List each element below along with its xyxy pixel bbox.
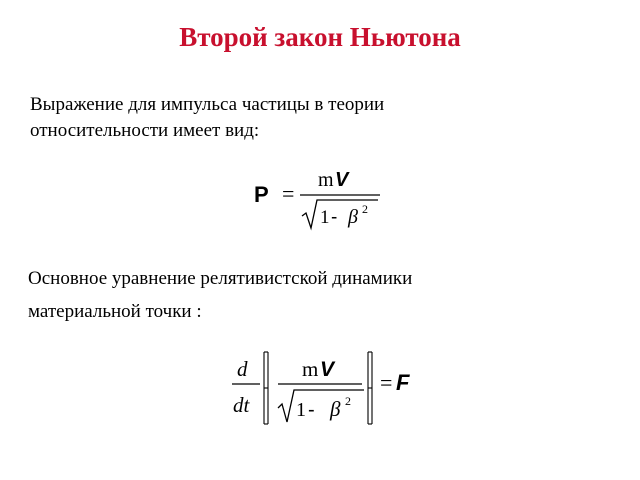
beta-exponent: 2	[362, 202, 368, 216]
root-one: 1	[296, 399, 306, 421]
root-one: 1	[320, 207, 330, 228]
intro-line-2: относительности имеет вид:	[30, 120, 260, 141]
momentum-symbol: P	[254, 182, 269, 207]
intro-line-1: Выражение для импульса частицы в теории	[30, 94, 385, 115]
right-bracket	[368, 352, 372, 424]
dynamics-formula-svg	[228, 350, 428, 440]
numerator-velocity: V	[335, 169, 349, 191]
dynamics-line-2: материальной точки :	[28, 301, 202, 322]
derivative-denominator: dt	[233, 393, 250, 417]
root-minus: -	[308, 399, 315, 421]
intro-paragraph	[30, 92, 590, 144]
beta-symbol: β	[348, 206, 358, 228]
numerator-velocity: V	[320, 358, 335, 381]
dynamics-line-1: Основное уравнение релятивистской динамики	[28, 268, 413, 289]
beta-exponent: 2	[345, 394, 351, 408]
momentum-formula-svg	[248, 160, 388, 240]
numerator-mass: m	[318, 169, 334, 191]
equals-sign: =	[282, 181, 295, 206]
momentum-formula	[248, 160, 388, 240]
dynamics-paragraph	[28, 262, 608, 328]
beta-symbol: β	[330, 397, 341, 421]
numerator-mass: m	[302, 357, 319, 381]
derivative-numerator: d	[237, 357, 248, 381]
force-symbol: F	[396, 370, 410, 395]
slide-title: Второй закон Ньютона	[179, 22, 461, 52]
sqrt-sign	[278, 390, 364, 422]
left-bracket	[264, 352, 268, 424]
dynamics-formula	[228, 350, 428, 440]
equals-sign: =	[380, 370, 393, 395]
root-minus: -	[331, 207, 338, 228]
